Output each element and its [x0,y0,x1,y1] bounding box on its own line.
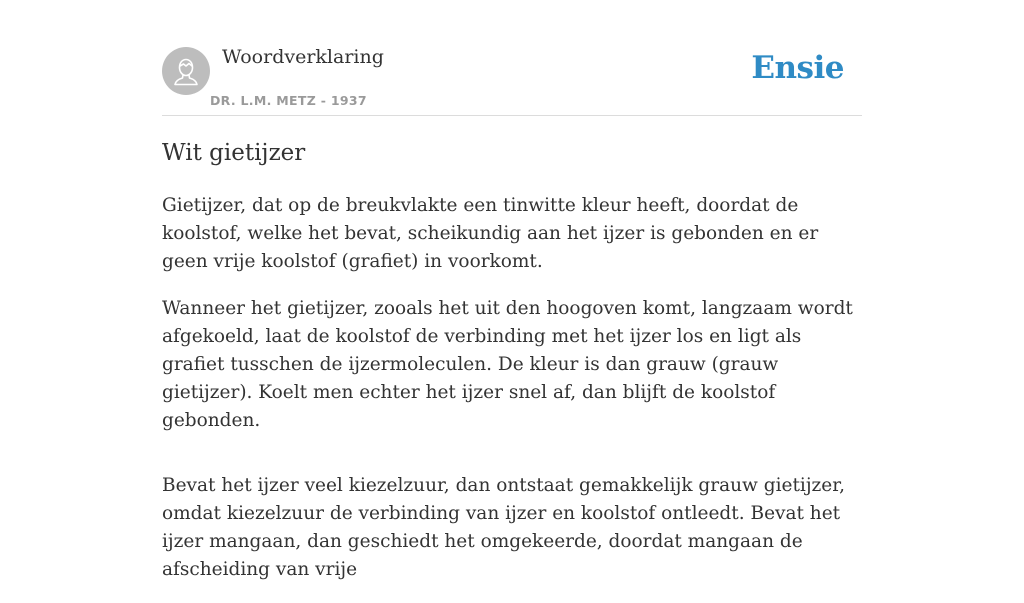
entry-paragraph: Wanneer het gietijzer, zooals het uit den hoogoven komt, langzaam wordt afgekoeld, laat de koolstof de verbinding met het ijzer los en ligt als grafiet tusschen de ijzermoleculen. De kleur is dan grauw (grauw gietijzer). Koelt men echter het ijzer snel af, dan blijft de koolstof gebonden. [162,298,853,431]
source-name-link[interactable]: Woordverklaring [222,46,384,68]
entry-paragraph: Bevat het ijzer veel kiezelzuur, dan ontstaat gemakkelijk grauw gietijzer, omdat kiezelzuur de verbinding van ijzer en koolstof ontleedt. Bevat het ijzer mangaan, dan geschiedt het omgekeerde, doordat mangaan de afscheiding van vrije [162,475,845,580]
source-author-year: DR. L.M. METZ - 1937 [210,93,367,108]
ensie-logo[interactable]: Ensie [751,50,844,86]
entry-paragraph: Gietijzer, dat op de breukvlakte een tinwitte kleur heeft, doordat de koolstof, welke het bevat, scheikundig aan het ijzer is gebonden en er geen vrije koolstof (grafiet) in voorkomt. [162,195,819,272]
source-avatar[interactable] [162,47,210,95]
page [162,0,862,580]
entry-content [162,192,862,603]
source-header [162,0,862,116]
entry-title: Wit gietijzer [162,140,306,166]
user-silhouette-icon [162,47,210,95]
